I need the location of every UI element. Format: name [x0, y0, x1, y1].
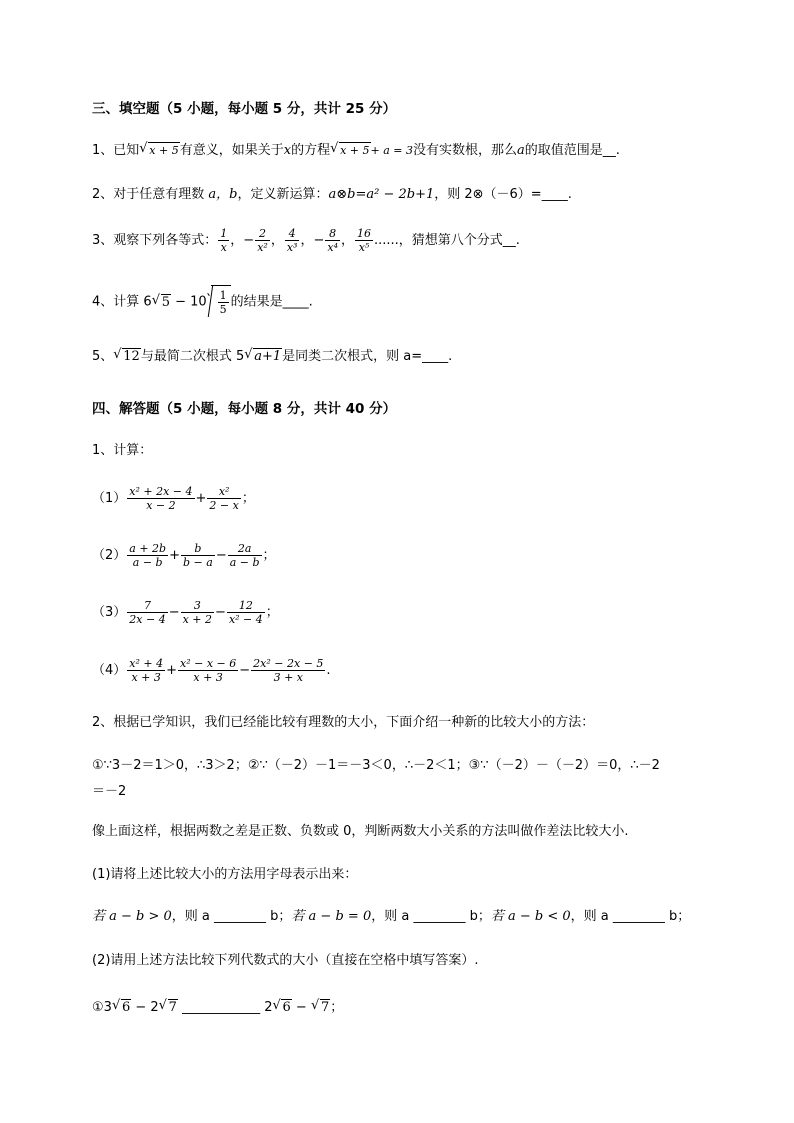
calc-part-4 — [92, 656, 331, 686]
denominator: 3 + x — [251, 670, 325, 684]
answer-blank-3[interactable]: ，则 a ________ b； — [570, 909, 691, 924]
condition-negative: 若 a − b < 0 — [490, 909, 571, 924]
q-text: ......，猜想第八个分式__. — [374, 233, 520, 248]
fraction — [127, 542, 168, 569]
fill-question-3: 3、观察下列各等式： $\frac{1}{x}$ ，− $\frac{2}{\text{x²}}$ ， $\frac{4}{\text{x³}}$ ，− $\frac{8}{\text{x⁴}}$ ， $\frac{16}{\text{x⁵}}$ ......，猜想第八个分式__. — [92, 227, 520, 254]
denominator: 2 − x — [209, 499, 239, 512]
radicand: x + 5 — [149, 144, 179, 157]
denominator: x — [218, 240, 229, 254]
denominator: 5 — [219, 303, 227, 316]
punctuation: ； — [265, 605, 279, 620]
numerator: x² − x − 6 — [180, 657, 237, 670]
q-text: 4、计算 6 — [92, 294, 152, 310]
q-text: − — [291, 1000, 311, 1015]
sqrt-expression — [331, 142, 370, 160]
denominator: b − a — [183, 556, 213, 569]
punctuation: ； — [241, 491, 255, 506]
q-text: ，则 2⊗（－6）=____. — [434, 187, 572, 202]
denominator: x³ — [286, 241, 298, 254]
numerator: 8 — [329, 227, 337, 240]
q-text: 的结果是____. — [230, 294, 313, 310]
numerator: 3 — [193, 599, 201, 612]
radicand: 6 — [121, 1000, 131, 1015]
fraction — [181, 542, 215, 569]
operator: − — [168, 605, 180, 620]
calc-part-1 — [92, 484, 255, 514]
fraction — [127, 599, 167, 626]
fraction — [251, 657, 325, 684]
q-text: 没有实数根，那么 — [413, 143, 518, 158]
answer-blank[interactable]: ____________ — [177, 1000, 265, 1015]
fill-question-1 — [92, 142, 620, 160]
q-text: 3、观察下列各等式： — [92, 233, 218, 248]
sub-question-2: (2)请用上述方法比较下列代数式的大小（直接在空格中填写答案）. — [92, 953, 479, 968]
variable-x: x — [283, 143, 292, 158]
q-text: − 2 — [131, 1000, 159, 1015]
calc-part-2 — [92, 541, 276, 571]
numerator: 2x² − 2x − 5 — [253, 657, 324, 670]
numerator: x² — [218, 485, 230, 498]
fraction — [228, 542, 262, 569]
fraction — [325, 227, 340, 254]
variable-a: a — [517, 143, 525, 158]
operator: − — [215, 548, 227, 563]
fraction — [127, 657, 165, 684]
part-label: （4） — [92, 663, 127, 678]
fraction — [218, 227, 229, 254]
sqrt-expression — [160, 999, 178, 1017]
denominator: a − b — [127, 555, 168, 569]
sub-question-1: (1)请将上述比较大小的方法用字母表示出来： — [92, 867, 358, 882]
answer-blank-2[interactable]: ，则 a ________ b； — [371, 909, 491, 924]
radicand: x + 5 — [340, 144, 370, 157]
condition-zero: 若 a − b = 0 — [291, 909, 372, 924]
numerator: 16 — [357, 227, 371, 240]
example-line-2: ＝－2 — [92, 784, 127, 799]
part-label: （2） — [92, 548, 127, 563]
sqrt-fraction — [207, 284, 231, 320]
q-text: 2、对于任意有理数 — [92, 187, 209, 202]
sqrt-expression — [113, 999, 131, 1017]
radicand: a+1 — [254, 349, 282, 364]
radicand: 7 — [168, 1000, 177, 1015]
radicand: 5 — [161, 294, 170, 310]
fraction — [285, 227, 300, 254]
sqrt-expression — [140, 142, 179, 160]
comparison-line — [92, 908, 690, 926]
sqrt-expression — [312, 999, 330, 1017]
fill-question-2 — [92, 186, 572, 204]
answer-question-1-title: 1、计算： — [92, 443, 153, 458]
fraction — [355, 227, 373, 254]
denominator: 2x − 4 — [129, 613, 166, 626]
part-label: （1） — [92, 491, 127, 506]
fraction — [255, 227, 270, 254]
variables: a，b — [208, 187, 238, 202]
compare-expression-1 — [92, 999, 343, 1017]
denominator: x² − 4 — [228, 613, 263, 626]
numerator: b — [194, 542, 202, 555]
numerator: 4 — [288, 227, 296, 240]
fill-question-4 — [92, 284, 313, 320]
q-text: − 10 — [170, 294, 207, 310]
sqrt-expression — [245, 348, 282, 366]
example-line-1: ①∵3－2＝1＞0，∴3＞2；②∵（－2）－1＝－3＜0，∴－2＜1；③∵（－2）－（－2）＝0，∴－2 — [92, 758, 660, 773]
denominator: x⁴ — [327, 241, 338, 254]
part-label: （3） — [92, 605, 127, 620]
denominator: x + 3 — [178, 670, 238, 684]
fraction — [181, 599, 214, 626]
radicand: 12 — [123, 349, 140, 364]
operator: − — [215, 605, 226, 620]
punctuation: ； — [262, 548, 276, 563]
fraction — [178, 657, 238, 684]
numerator: 2 — [259, 227, 266, 240]
sqrt-expression — [153, 286, 171, 320]
q-text: 已知 — [113, 143, 140, 158]
numerator: a + 2b — [129, 542, 167, 555]
answer-blank-1[interactable]: ，则 a ________ b； — [171, 909, 292, 924]
operator: − — [239, 663, 251, 678]
condition-positive: 若 a − b > 0 — [92, 909, 172, 924]
denominator: x + 3 — [127, 670, 165, 684]
numerator: 7 — [143, 599, 151, 612]
section-4-heading: 四、解答题（5 小题，每小题 8 分，共计 40 分） — [92, 401, 397, 417]
numerator: 2a — [237, 542, 252, 555]
section-3-heading: 三、填空题（5 小题，每小题 5 分，共计 25 分） — [92, 101, 397, 117]
denominator: x² — [257, 241, 268, 254]
sqrt-expression — [114, 348, 141, 366]
radicand: 7 — [320, 1000, 330, 1015]
punctuation: . — [326, 663, 331, 678]
q-text: ①3 — [92, 1000, 112, 1015]
numerator: x² + 2x − 4 — [129, 485, 193, 498]
fill-question-5 — [92, 348, 452, 366]
radicand: 6 — [282, 1000, 291, 1015]
fraction — [127, 485, 194, 512]
answer-question-2-intro: 2、根据已学知识，我们已经能比较有理数的大小，下面介绍一种新的比较大小的方法： — [92, 715, 595, 730]
q-text: ，定义新运算： — [237, 187, 329, 202]
fraction — [218, 289, 229, 316]
fraction — [207, 485, 240, 512]
denominator: a − b — [229, 556, 260, 569]
numerator: x² + 4 — [129, 657, 164, 670]
q-text: 有意义，如果关于 — [179, 143, 284, 158]
equation-rest: + a = 3 — [370, 144, 413, 157]
fraction — [227, 599, 265, 626]
q-text: 5、 — [92, 349, 114, 364]
sqrt-expression — [273, 999, 291, 1017]
q-text: 2 — [264, 1000, 273, 1015]
operator: + — [169, 548, 180, 563]
q-text: 的取值范围是__. — [524, 143, 620, 158]
method-description: 像上面这样，根据两数之差是正数、负数或 0，判断两数大小关系的方法叫做作差法比较大小. — [92, 824, 629, 839]
q-text: 是同类二次根式，则 a=____. — [282, 349, 453, 364]
operation-definition: a⊗b=a² − 2b+1 — [328, 187, 435, 202]
denominator: x + 2 — [182, 613, 213, 626]
numerator: 1 — [219, 289, 227, 302]
operator: + — [195, 491, 207, 506]
numerator: 12 — [238, 599, 253, 612]
q-text: 与最简二次根式 5 — [140, 349, 245, 364]
punctuation: ； — [330, 1000, 344, 1015]
question-number: 1、 — [92, 143, 114, 158]
denominator: x⁵ — [355, 240, 373, 254]
q-text: 的方程 — [291, 143, 331, 158]
denominator: x − 2 — [127, 498, 194, 512]
numerator: 1 — [220, 227, 228, 240]
calc-part-3 — [92, 598, 279, 628]
operator: + — [166, 663, 178, 678]
